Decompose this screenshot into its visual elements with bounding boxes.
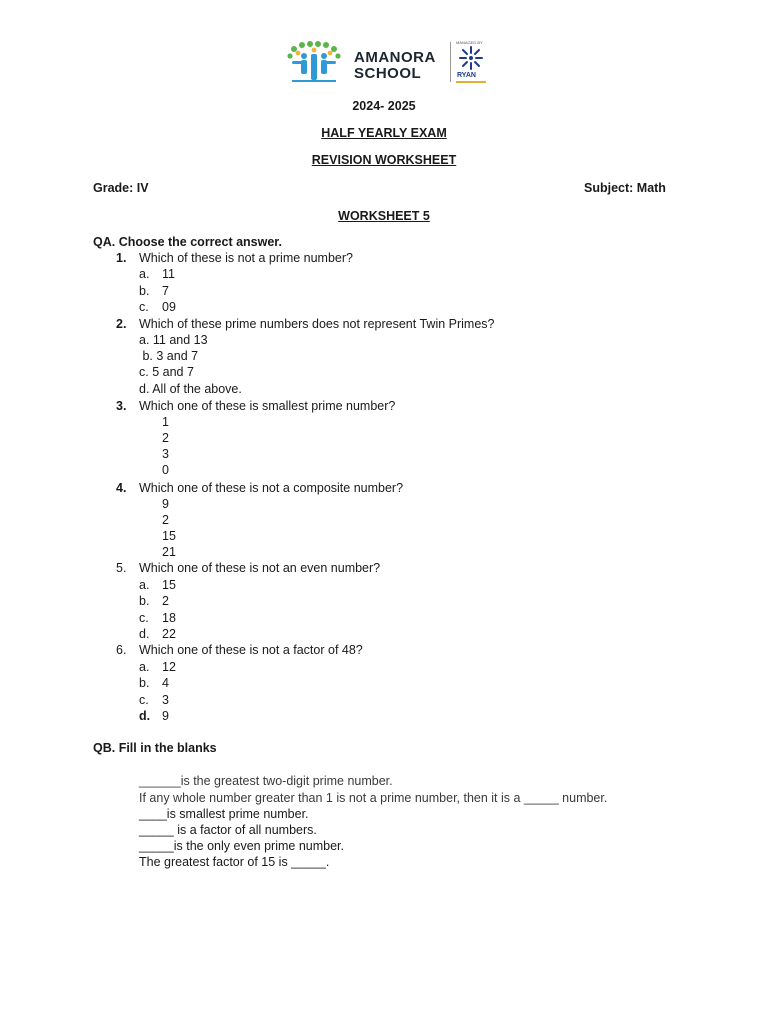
- q2-option: b. 3 and 7: [139, 349, 199, 363]
- ryan-name: RYAN: [457, 72, 476, 79]
- qb-blank-line: _____ is a factor of all numbers.: [139, 823, 317, 837]
- tree-logo-icon: [282, 40, 348, 84]
- worksheet-number: WORKSHEET 5: [338, 209, 430, 223]
- q5-option-text: 15: [162, 578, 176, 592]
- q6-option-text: 4: [162, 676, 169, 690]
- qb-blank-line: ____is smallest prime number.: [139, 807, 309, 821]
- ryan-emblem-icon: [458, 45, 484, 71]
- q4-text: Which one of these is not a composite number?: [139, 481, 404, 495]
- q1-option-text: 11: [162, 267, 175, 281]
- q6-number: 6.: [116, 643, 127, 657]
- q5-option-text: 2: [162, 594, 169, 608]
- q2-number: 2.: [116, 317, 127, 331]
- q3-option: 2: [162, 431, 169, 445]
- q3-number: 3.: [116, 399, 127, 413]
- qb-blank-line: The greatest factor of 15 is _____.: [139, 855, 330, 869]
- q4-option: 2: [162, 513, 169, 527]
- q1-number: 1.: [116, 251, 127, 265]
- qb-blank-line: If any whole number greater than 1 is not a prime number, then it is a _____ number.: [139, 791, 608, 805]
- q5-option-marker: d.: [139, 627, 150, 641]
- q3-option: 3: [162, 447, 169, 461]
- logo-line1: AMANORA: [354, 49, 436, 66]
- q6-option-text: 9: [162, 709, 169, 723]
- q2-option: d. All of the above.: [139, 382, 242, 396]
- q2-text: Which of these prime numbers does not represent Twin Primes?: [139, 317, 495, 331]
- school-logo: [282, 40, 492, 86]
- logo-divider: [450, 42, 451, 82]
- q1-option-text: 09: [162, 300, 176, 314]
- qb-blank-line: ______is the greatest two-digit prime number.: [139, 774, 393, 788]
- q6-option-marker: d.: [139, 709, 151, 723]
- q4-option: 21: [162, 545, 176, 559]
- q5-option-marker: b.: [139, 594, 150, 608]
- qb-blank-line: _____is the only even prime number.: [139, 839, 344, 853]
- q4-number: 4.: [116, 481, 127, 495]
- q5-option-marker: c.: [139, 611, 149, 625]
- q6-option-marker: c.: [139, 693, 149, 707]
- q6-option-text: 3: [162, 693, 169, 707]
- q6-option-marker: a.: [139, 660, 150, 674]
- q5-option-marker: a.: [139, 578, 150, 592]
- q5-option-text: 18: [162, 611, 176, 625]
- q2-option: c. 5 and 7: [139, 365, 194, 379]
- q5-number: 5.: [116, 561, 127, 575]
- q6-text: Which one of these is not a factor of 48?: [139, 643, 363, 657]
- q1-option-marker: a.: [139, 267, 150, 281]
- q3-option: 0: [162, 463, 169, 477]
- qb-heading: QB. Fill in the blanks: [93, 741, 217, 755]
- subject-label: Subject: Math: [584, 181, 666, 195]
- q5-text: Which one of these is not an even number?: [139, 561, 381, 575]
- exam-title: HALF YEARLY EXAM: [321, 126, 447, 140]
- qa-heading: QA. Choose the correct answer.: [93, 235, 282, 249]
- grade-label: Grade: IV: [93, 181, 149, 195]
- q2-option: a. 11 and 13: [139, 333, 208, 347]
- q3-text: Which one of these is smallest prime number?: [139, 399, 396, 413]
- school-year: 2024- 2025: [352, 99, 416, 113]
- q1-option-text: 7: [162, 284, 169, 298]
- q6-option-text: 12: [162, 660, 176, 674]
- q6-option-marker: b.: [139, 676, 150, 690]
- ryan-managed-by: MANAGED BY: [456, 40, 483, 45]
- q1-text: Which of these is not a prime number?: [139, 251, 353, 265]
- ryan-underline: [456, 81, 486, 83]
- q5-option-text: 22: [162, 627, 176, 641]
- q1-option-marker: b.: [139, 284, 150, 298]
- q1-option-marker: c.: [139, 300, 149, 314]
- q3-option: 1: [162, 415, 169, 429]
- worksheet-title: REVISION WORKSHEET: [311, 153, 457, 167]
- logo-line2: SCHOOL: [354, 65, 422, 82]
- q4-option: 9: [162, 497, 169, 511]
- q4-option: 15: [162, 529, 176, 543]
